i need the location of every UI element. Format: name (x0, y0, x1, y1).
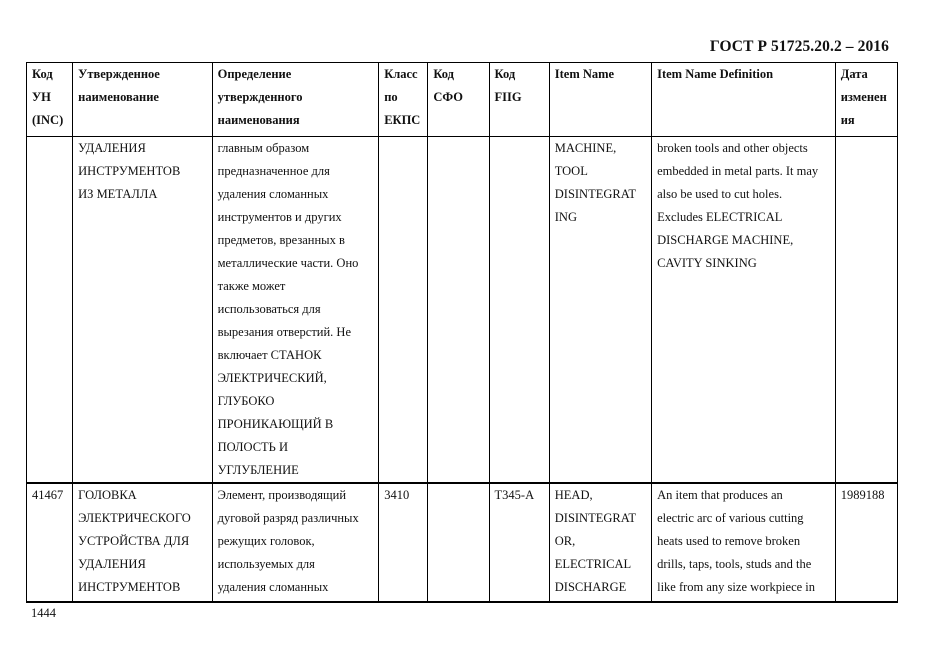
cell-line: ИНСТРУМЕНТОВ (78, 580, 181, 594)
cell-change-date (835, 483, 897, 602)
cell-line: предназначенное для (217, 164, 330, 178)
cell-line: DISINTEGRAT (554, 511, 636, 525)
cell-definition (212, 137, 379, 484)
cell-line: инструментов и других (217, 210, 342, 224)
cell-line: T345-A (494, 488, 535, 502)
cell-line: режущих головок, (217, 534, 315, 548)
header-class (379, 63, 428, 137)
cell-line: Код (32, 67, 53, 81)
cell-line: металлические части. Оно (217, 256, 359, 270)
cell-line: включает СТАНОК (217, 348, 322, 362)
cell-line: Item Name Definition (657, 67, 774, 81)
cell-line: FIIG (494, 90, 522, 104)
cell-line: УСТРОЙСТВА ДЛЯ (78, 534, 190, 548)
cell-line: УДАЛЕНИЯ (78, 557, 146, 571)
cell-line: ГЛУБОКО (217, 394, 275, 408)
cell-line: ЕКПС (384, 113, 421, 127)
cell-line: дуговой разряд различных (217, 511, 359, 525)
cell-line: наименования (217, 113, 300, 127)
cell-line: ЭЛЕКТРИЧЕСКОГО (78, 511, 191, 525)
cell-fiig (489, 137, 549, 484)
cell-line: ELECTRICAL (554, 557, 632, 571)
cell-line: ИЗ МЕТАЛЛА (78, 187, 158, 201)
document-header: ГОСТ Р 51725.20.2 – 2016 (709, 38, 889, 55)
cell-line: 1989188 (840, 488, 885, 502)
cell-item-name-definition (652, 137, 836, 484)
cell-line: heats used to remove broken (657, 534, 801, 548)
cell-class (379, 137, 428, 484)
cell-line: electric arc of various cutting (657, 511, 804, 525)
cell-line: DISINTEGRAT (554, 187, 636, 201)
cell-line: вырезания отверстий. Не (217, 325, 352, 339)
cell-sfo (428, 137, 489, 484)
cell-change-date (835, 137, 897, 484)
cell-line: Item Name (554, 67, 615, 81)
cell-line: предметов, врезанных в (217, 233, 345, 247)
cell-approved-name (73, 483, 212, 602)
cell-class (379, 483, 428, 602)
cell-line: TOOL (554, 164, 588, 178)
table-header-row (27, 63, 898, 137)
header-change-date (835, 63, 897, 137)
header-approved-name (73, 63, 212, 137)
header-fiig (489, 63, 549, 137)
header-item-name (549, 63, 651, 137)
cell-line: HEAD, (554, 488, 593, 502)
header-definition (212, 63, 379, 137)
cell-line: like from any size workpiece in (657, 580, 816, 594)
cell-line: удаления сломанных (217, 187, 329, 201)
cell-line: broken tools and other objects (657, 141, 808, 155)
cell-line: УН (32, 90, 51, 104)
cell-fiig (489, 483, 549, 602)
cell-line: УДАЛЕНИЯ (78, 141, 146, 155)
cell-line: использоваться для (217, 302, 321, 316)
cell-line: DISCHARGE MACHINE, (657, 233, 794, 247)
cell-line: ПРОНИКАЮЩИЙ В (217, 417, 334, 431)
cell-line: ЭЛЕКТРИЧЕСКИЙ, (217, 371, 327, 385)
cell-inc (27, 137, 73, 484)
cell-line: ия (840, 113, 855, 127)
cell-line: Определение (217, 67, 292, 81)
cell-line: Код (433, 67, 454, 81)
cell-line: embedded in metal parts. It may (657, 164, 819, 178)
header-inc (27, 63, 73, 137)
cell-line: Элемент, производящий (217, 488, 347, 502)
cell-line: drills, taps, tools, studs and the (657, 557, 812, 571)
cell-line: also be used to cut holes. (657, 187, 783, 201)
cell-line: Код (494, 67, 516, 81)
cell-line: Класс (384, 67, 418, 81)
cell-line: главным образом (217, 141, 310, 155)
cell-line: MACHINE, (554, 141, 617, 155)
cell-line: Excludes ELECTRICAL (657, 210, 783, 224)
cell-line: СФО (433, 90, 463, 104)
cell-line: 3410 (384, 488, 410, 502)
cell-line: наименование (78, 90, 159, 104)
cell-line: 41467 (32, 488, 64, 502)
cell-line: CAVITY SINKING (657, 256, 757, 270)
cell-definition (212, 483, 379, 602)
cell-line: УГЛУБЛЕНИЕ (217, 463, 299, 477)
cell-line: по (384, 90, 398, 104)
header-item-name-definition (652, 63, 836, 137)
cell-item-name (549, 483, 651, 602)
cell-line: OR, (554, 534, 576, 548)
cell-line: ИНСТРУМЕНТОВ (78, 164, 181, 178)
gost-table (26, 62, 898, 603)
cell-item-name (549, 137, 651, 484)
cell-line: ING (554, 210, 577, 224)
table-row (27, 483, 898, 602)
cell-line: изменен (840, 90, 887, 104)
cell-line: ПОЛОСТЬ И (217, 440, 289, 454)
page-number: 1444 (31, 606, 56, 620)
cell-line: DISCHARGE (554, 580, 627, 594)
cell-line: An item that produces an (657, 488, 783, 502)
cell-item-name-definition (652, 483, 836, 602)
cell-line: утвержденного (217, 90, 303, 104)
cell-line: Утвержденное (78, 67, 160, 81)
cell-inc (27, 483, 73, 602)
header-sfo (428, 63, 489, 137)
cell-line: Дата (840, 67, 868, 81)
table-row (27, 137, 898, 484)
cell-line: удаления сломанных (217, 580, 329, 594)
cell-sfo (428, 483, 489, 602)
cell-line: (INC) (32, 113, 64, 127)
cell-line: также может (217, 279, 286, 293)
cell-line: используемых для (217, 557, 315, 571)
cell-approved-name (73, 137, 212, 484)
cell-line: ГОЛОВКА (78, 488, 137, 502)
